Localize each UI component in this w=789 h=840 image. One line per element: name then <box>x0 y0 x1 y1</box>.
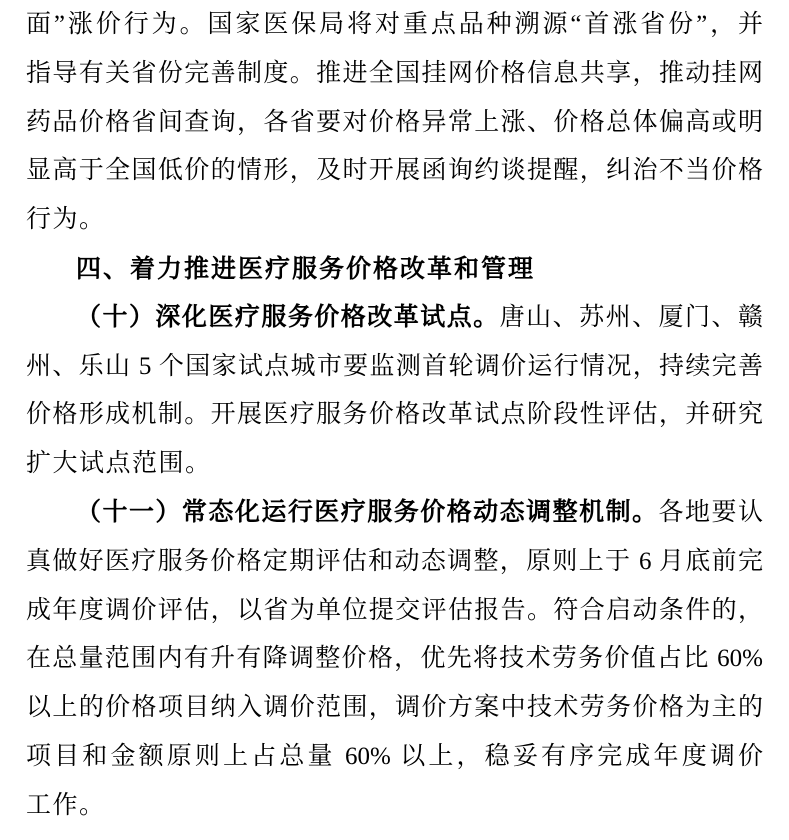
line-text: 价格形成机制。开展医疗服务价格改革试点阶段性评估，并研究 <box>26 401 763 429</box>
text-line <box>26 684 763 733</box>
line-text: 显高于全国低价的情形，及时开展函询约谈提醒，纠治不当价格 <box>26 157 763 185</box>
line-text: 面”涨价行为。国家医保局将对重点品种溯源“首涨省份”，并 <box>26 11 763 38</box>
paragraph-lead: （十）深化医疗服务价格改革试点。 <box>76 303 500 331</box>
line-text: 在总量范围内有升有降调整价格，优先将技术劳务价值占比 60% <box>26 645 763 673</box>
text-line <box>26 50 763 99</box>
text-line <box>26 99 763 148</box>
text-line <box>26 294 763 343</box>
line-text: 药品价格省间查询，各省要对价格异常上涨、价格总体偏高或明 <box>26 108 763 136</box>
paragraph-lead: （十一）常态化运行医疗服务价格动态调整机制。 <box>76 498 659 526</box>
section-heading <box>26 245 763 294</box>
text-line <box>26 489 763 538</box>
text-line <box>26 733 763 782</box>
text-line-paragraph-end <box>26 440 763 489</box>
text-line-paragraph-end <box>26 196 763 245</box>
line-text: 指导有关省份完善制度。推进全国挂网价格信息共享，推动挂网 <box>26 59 763 87</box>
text-line <box>26 587 763 636</box>
line-text: 扩大试点范围。 <box>26 450 212 478</box>
section-heading-text: 四、着力推进医疗服务价格改革和管理 <box>76 254 536 283</box>
line-text: 成年度调价评估，以省为单位提交评估报告。符合启动条件的， <box>26 596 763 624</box>
text-line-paragraph-end <box>26 782 763 831</box>
line-text: 以上的价格项目纳入调价范围，调价方案中技术劳务价格为主的 <box>26 694 763 722</box>
text-line <box>26 147 763 196</box>
text-line <box>26 343 763 392</box>
line-text: 各地要认 <box>658 498 763 526</box>
line-text: 行为。 <box>26 206 106 234</box>
text-line <box>26 635 763 684</box>
line-text: 项目和金额原则上占总量 60% 以上，稳妥有序完成年度调价 <box>26 742 763 770</box>
line-text: 州、乐山 5 个国家试点城市要监测首轮调价运行情况，持续完善 <box>26 352 763 380</box>
text-line <box>26 1 763 50</box>
line-text: 工作。 <box>26 791 106 819</box>
line-text: 唐山、苏州、厦门、赣 <box>499 303 763 331</box>
line-text: 真做好医疗服务价格定期评估和动态调整，原则上于 6 月底前完 <box>26 547 763 575</box>
text-line <box>26 538 763 587</box>
text-line <box>26 391 763 440</box>
